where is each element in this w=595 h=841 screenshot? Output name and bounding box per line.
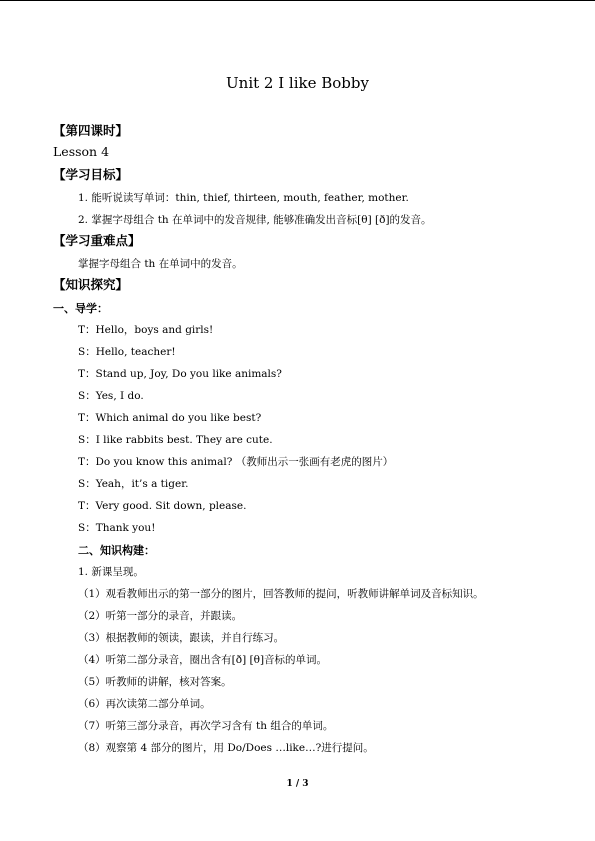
step-item: （2）听第一部分的录音，并跟读。	[78, 610, 243, 622]
step-item: （6）再次读第二部分单词。	[78, 698, 211, 710]
step-item: （7）听第三部分录音，再次学习含有 th 组合的单词。	[78, 720, 334, 732]
goal-item: 2. 掌握字母组合 th 在单词中的发音规律, 能够准确发出音标[θ] [ð]的发音。	[78, 214, 432, 226]
heading-key-points: 【学习重难点】	[53, 233, 141, 248]
page-number: 1 / 3	[286, 779, 309, 789]
dialogue-line: S：Yes, I do.	[78, 390, 144, 402]
step-item: （5）听教师的讲解，核对答案。	[78, 676, 232, 688]
step-item: （3）根据教师的领读，跟读，并自行练习。	[78, 632, 285, 644]
goal-item: 1. 能听说读写单词：thin, thief, thirteen, mouth, feather, mother.	[78, 192, 409, 204]
heading-goals: 【学习目标】	[53, 167, 129, 182]
key-point-text: 掌握字母组合 th 在单词中的发音。	[78, 258, 243, 270]
dialogue-line: S：Thank you!	[78, 522, 156, 534]
heading-exploration: 【知识探究】	[53, 277, 129, 292]
page-title: Unit 2 I like Bobby	[226, 74, 369, 92]
lesson-label: Lesson 4	[53, 144, 110, 159]
dialogue-line: T：Do you know this animal? （教师出示一张画有老虎的图片）	[78, 456, 394, 468]
heading-lesson-period: 【第四课时】	[53, 123, 129, 138]
section-guide-heading: 一、导学：	[53, 302, 108, 315]
dialogue-line: S：Hello, teacher!	[78, 346, 176, 358]
section-knowledge-heading: 二、知识构建：	[78, 544, 155, 557]
step-item: （8）观察第 4 部分的图片，用 Do/Does …like…?进行提问。	[78, 742, 374, 754]
dialogue-line: T：Very good. Sit down, please.	[78, 500, 247, 512]
dialogue-line: T：Stand up, Joy, Do you like animals?	[78, 368, 282, 380]
dialogue-line: S：Yeah，it’s a tiger.	[78, 478, 189, 490]
dialogue-line: T：Which animal do you like best?	[78, 412, 262, 424]
new-lesson-label: 1. 新课呈现。	[78, 566, 144, 578]
top-rule	[0, 0, 595, 1]
step-item: （4）听第二部分录音，圈出含有[ð] [θ]音标的单词。	[78, 654, 328, 666]
dialogue-line: T：Hello，boys and girls!	[78, 324, 214, 336]
dialogue-line: S：I like rabbits best. They are cute.	[78, 434, 273, 446]
step-item: （1）观看教师出示的第一部分的图片，回答教师的提问，听教师讲解单词及音标知识。	[78, 588, 484, 600]
